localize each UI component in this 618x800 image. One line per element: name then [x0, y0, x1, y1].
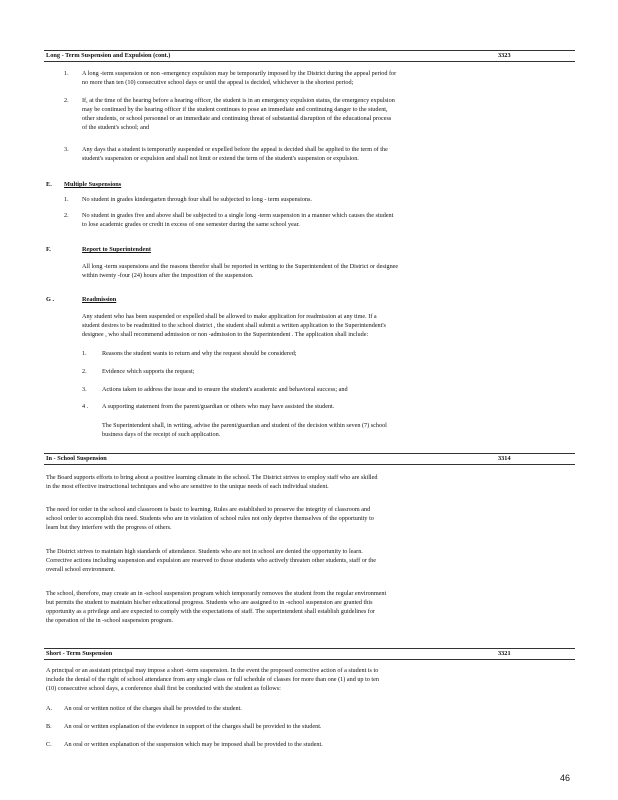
- item-letter: C.: [46, 741, 52, 748]
- item-letter: A.: [46, 705, 53, 712]
- paragraph-line: overall school environment.: [46, 566, 116, 573]
- paragraph-line: the operation of the in -school suspension program.: [46, 617, 174, 624]
- section-title: Report to Superintendent: [82, 246, 151, 253]
- item-line: of the student's school; and: [82, 124, 150, 131]
- policy-3321-top-rule: [44, 648, 575, 649]
- closing-line: business days of the receipt of such application.: [102, 431, 221, 438]
- item-line: No student in grades kindergarten through four shall be subjected to long - term suspensions.: [82, 196, 312, 203]
- item-number: 1.: [64, 70, 69, 77]
- policy-3323-top-rule: [44, 50, 575, 51]
- section-line: within twenty -four (24) hours after the imposition of the suspension.: [82, 272, 254, 279]
- section-title: Multiple Suspensions: [64, 181, 122, 188]
- paragraph-line: but permits the student to maintain his/her educational progress. Students who are assigned to in -school suspension are granted this: [46, 599, 373, 606]
- paragraph-line: The need for order in the school and classroom is basic to learning. Rules are established to preserve the integrity of classroom and: [46, 506, 371, 513]
- item-line: may be continued by the hearing officer if the student continues to pose an immediate and continuing danger to the student,: [82, 106, 388, 113]
- policy-3314-top-rule: [44, 453, 575, 454]
- item-number: 1.: [82, 350, 87, 357]
- policy-3314-bottom-rule: [44, 464, 575, 465]
- policy-3314-number: 3314: [498, 455, 511, 462]
- paragraph-line: school order to accomplish this need. Students who are in violation of school rules not only deprive themselves of the opportunity to: [46, 515, 374, 522]
- item-number: 2.: [64, 97, 69, 104]
- paragraph-line: learn but they interfere with the progress of others.: [46, 524, 172, 531]
- item-line: An oral or written notice of the charges shall be provided to the student.: [64, 705, 242, 712]
- section-line: Any student who has been suspended or expelled shall be allowed to make application for readmission at any time. If a: [82, 313, 377, 320]
- item-line: If, at the time of the hearing before a hearing officer, the student is in an emergency expulsion status, the emergency expulsion: [82, 97, 395, 104]
- item-number: 3.: [82, 386, 87, 393]
- intro-line: (10) consecutive school days, a conference shall first be conducted with the student as follows:: [46, 685, 281, 692]
- section-letter: E.: [46, 181, 52, 188]
- paragraph-line: The District strives to maintain high standards of attendance. Students who are not in school are denied the opportunity to learn.: [46, 548, 363, 555]
- item-line: other students, or school personnel or an immediate and continuing threat of substantial disruption of the educational process: [82, 115, 392, 122]
- section-letter: G .: [46, 296, 55, 303]
- item-line: Evidence which supports the request;: [102, 368, 195, 375]
- item-line: An oral or written explanation of the evidence in support of the charges shall be provided to the student.: [64, 723, 322, 730]
- item-number: 4 .: [82, 403, 89, 410]
- item-line: An oral or written explanation of the suspension which may be imposed shall be provided to the student.: [64, 741, 323, 748]
- section-line: All long -term suspensions and the reasons therefor shall be reported in writing to the Superintendent of the District or designee: [82, 263, 399, 270]
- policy-3323-bottom-rule: [44, 61, 575, 62]
- item-number: 3.: [64, 146, 69, 153]
- policy-3323-number: 3323: [498, 52, 511, 59]
- paragraph-line: Corrective actions including suspension and expulsion are reserved to those students who actively threaten other students, staff or the: [46, 557, 376, 564]
- item-line: student's suspension or expulsion and shall not limit or extend the term of the student's suspension or expulsion.: [82, 155, 359, 162]
- paragraph-line: in the most effective instructional techniques and who are sensitive to the unique needs of each individual student.: [46, 483, 329, 490]
- item-line: No student in grades five and above shall be subjected to a single long -term suspension in a manner which causes the student: [82, 212, 394, 219]
- item-number: 1.: [64, 196, 69, 203]
- section-line: student desires to be readmitted to the school district , the student shall submit a written application to the Superintendent's: [82, 322, 386, 329]
- section-letter: F.: [46, 246, 51, 253]
- policy-3321-number: 3321: [498, 650, 511, 657]
- item-line: Any days that a student is temporarily suspended or expelled before the appeal is decided shall be applied to the term of the: [82, 146, 388, 153]
- intro-line: A principal or an assistant principal may impose a short -term suspension. In the event the proposed corrective action of a student is to: [46, 667, 379, 674]
- item-line: A supporting statement from the parent/guardian or others who may have assisted the student.: [102, 403, 335, 410]
- item-line: A long -term suspension or non -emergency expulsion may be temporarily imposed by the District during the appeal period for: [82, 70, 397, 77]
- policy-3321-bottom-rule: [44, 659, 575, 660]
- item-line: Actions taken to address the issue and to ensure the student's academic and behavioral success; and: [102, 386, 348, 393]
- paragraph-line: The school, therefore, may create an in -school suspension program which temporarily removes the student from the regular environment: [46, 590, 387, 597]
- item-line: no more than ten (10) consecutive school days or until the appeal is decided, whichever is the shortest period;: [82, 79, 354, 86]
- page-number: 46: [560, 773, 571, 783]
- policy-3323-title: Long - Term Suspension and Expulsion (cont.): [46, 52, 171, 59]
- paragraph-line: The Board supports efforts to bring about a positive learning climate in the school. The District strives to employ staff who are skilled: [46, 474, 378, 481]
- item-number: 2.: [82, 368, 87, 375]
- section-line: designee , who shall recommend admission or non -admission to the Superintendent . The application shall include:: [82, 331, 369, 338]
- item-letter: B.: [46, 723, 52, 730]
- section-title: Readmission: [82, 296, 117, 303]
- item-number: 2.: [64, 212, 69, 219]
- paragraph-line: opportunity as a privilege and are expected to comply with the expectations of staff. The superintendent shall establish guidelines for: [46, 608, 375, 615]
- item-line: to lose academic grades or credit in excess of one semester during the same school year.: [82, 221, 300, 228]
- item-line: Reasons the student wants to return and why the request should be considered;: [102, 350, 297, 357]
- intro-line: include the denial of the right of school attendance from any single class or full schedule of classes for more than one (1) and up to ten: [46, 676, 379, 683]
- closing-line: The Superintendent shall, in writing, advise the parent/guardian and student of the decision within seven (7) school: [102, 422, 387, 429]
- policy-3321-title: Short - Term Suspension: [46, 650, 113, 657]
- policy-3314-title: In - School Suspension: [46, 455, 107, 462]
